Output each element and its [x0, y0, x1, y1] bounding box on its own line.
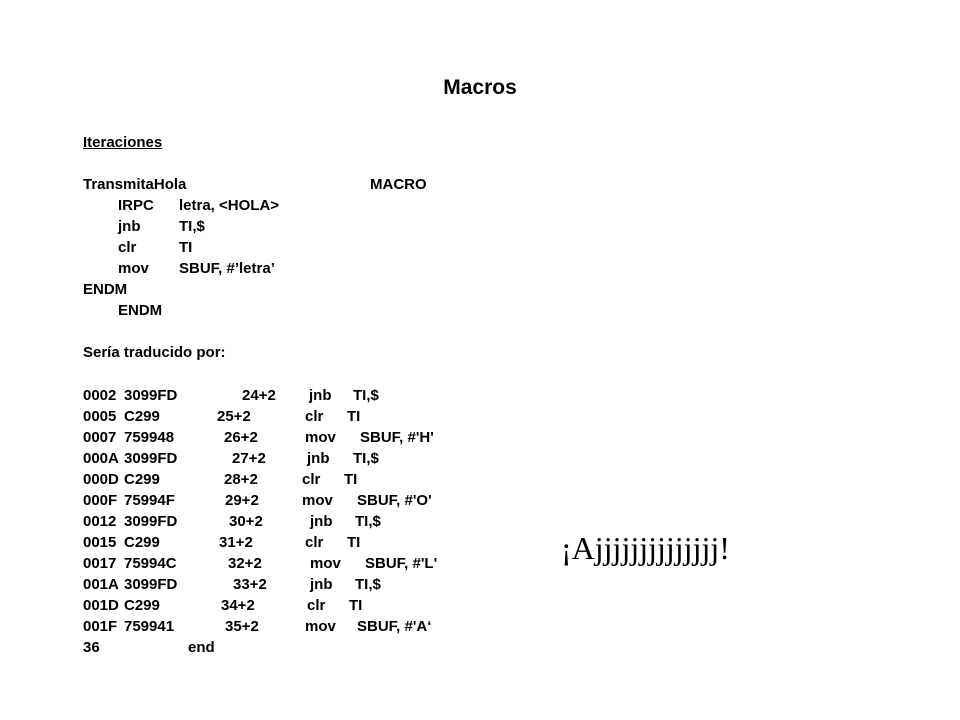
listing-args: TI [347, 408, 361, 425]
listing-code: 3099FD [124, 513, 178, 530]
listing-code: 75994F [124, 492, 175, 509]
listing-addr: 0015 [83, 534, 117, 551]
listing-args: SBUF, #'L' [365, 555, 438, 572]
listing-code: C299 [124, 597, 160, 614]
listing-line: 29+2 [225, 492, 259, 509]
listing-code: C299 [124, 534, 160, 551]
macro-arg: TI,$ [179, 218, 205, 235]
listing-args: TI,$ [353, 450, 379, 467]
listing-line: 25+2 [217, 408, 251, 425]
listing-code: 3099FD [124, 387, 178, 404]
listing-args: TI [344, 471, 358, 488]
listing-line: 34+2 [221, 597, 255, 614]
listing-line: 31+2 [219, 534, 253, 551]
listing-code: C299 [124, 471, 160, 488]
listing-instr: jnb [307, 450, 330, 467]
translated-label: Sería traducido por: [83, 344, 226, 361]
listing-instr: clr [305, 408, 324, 425]
listing-addr: 0012 [83, 513, 117, 530]
listing-line: 26+2 [224, 429, 258, 446]
listing-args: TI,$ [355, 576, 381, 593]
macro-arg: TI [179, 239, 193, 256]
slide-title: Macros [443, 76, 517, 99]
listing-instr: mov [302, 492, 333, 509]
listing-code: 3099FD [124, 576, 178, 593]
listing-code: 3099FD [124, 450, 178, 467]
listing-args: TI [347, 534, 361, 551]
listing-line: 36 [83, 639, 100, 656]
listing-instr: clr [305, 534, 324, 551]
listing-instr: jnb [309, 387, 332, 404]
listing-line: 32+2 [228, 555, 262, 572]
listing-code: 759948 [124, 429, 175, 446]
listing-instr: mov [305, 429, 336, 446]
listing-line: 33+2 [233, 576, 267, 593]
listing-addr: 0005 [83, 408, 117, 425]
listing-args: TI,$ [355, 513, 381, 530]
listing-args: TI,$ [353, 387, 379, 404]
listing-args: TI [349, 597, 363, 614]
listing-args: SBUF, #'H' [360, 429, 434, 446]
macro-op: mov [118, 260, 149, 277]
macro-keyword: MACRO [370, 176, 427, 193]
listing-instr: clr [302, 471, 321, 488]
listing-instr: clr [307, 597, 326, 614]
listing-instr: jnb [310, 576, 333, 593]
listing-line: 35+2 [225, 618, 259, 635]
listing-addr: 000A [83, 450, 119, 467]
macro-endm: ENDM [118, 302, 163, 319]
macro-arg: SBUF, #’letra’ [179, 260, 275, 277]
exclamation-text: ¡Ajjjjjjjjjjjjjj! [561, 530, 730, 566]
listing-addr: 001A [83, 576, 119, 593]
listing-code: C299 [124, 408, 160, 425]
listing-line: 28+2 [224, 471, 258, 488]
macro-op: jnb [118, 218, 141, 235]
listing-addr: 001D [83, 597, 119, 614]
listing-addr: 000D [83, 471, 119, 488]
listing-args: SBUF, #'A‘ [357, 618, 432, 635]
macro-arg: letra, <HOLA> [179, 197, 280, 214]
macro-endm: ENDM [83, 281, 128, 298]
macro-op: clr [118, 239, 137, 256]
listing-line: 30+2 [229, 513, 263, 530]
listing-instr: jnb [310, 513, 333, 530]
listing-code: 759941 [124, 618, 175, 635]
listing-args: SBUF, #'O' [357, 492, 432, 509]
macro-name: TransmitaHola [83, 176, 187, 193]
macro-op: IRPC [118, 197, 154, 214]
listing-instr: mov [310, 555, 341, 572]
listing-line: 27+2 [232, 450, 266, 467]
listing-addr: 0002 [83, 387, 117, 404]
listing-instr: end [188, 639, 215, 656]
listing-instr: mov [305, 618, 336, 635]
listing-addr: 000F [83, 492, 118, 509]
listing-addr: 0017 [83, 555, 117, 572]
listing-addr: 0007 [83, 429, 117, 446]
listing-code: 75994C [124, 555, 177, 572]
section-subtitle: Iteraciones [83, 134, 163, 151]
listing-addr: 001F [83, 618, 118, 635]
listing-line: 24+2 [242, 387, 276, 404]
